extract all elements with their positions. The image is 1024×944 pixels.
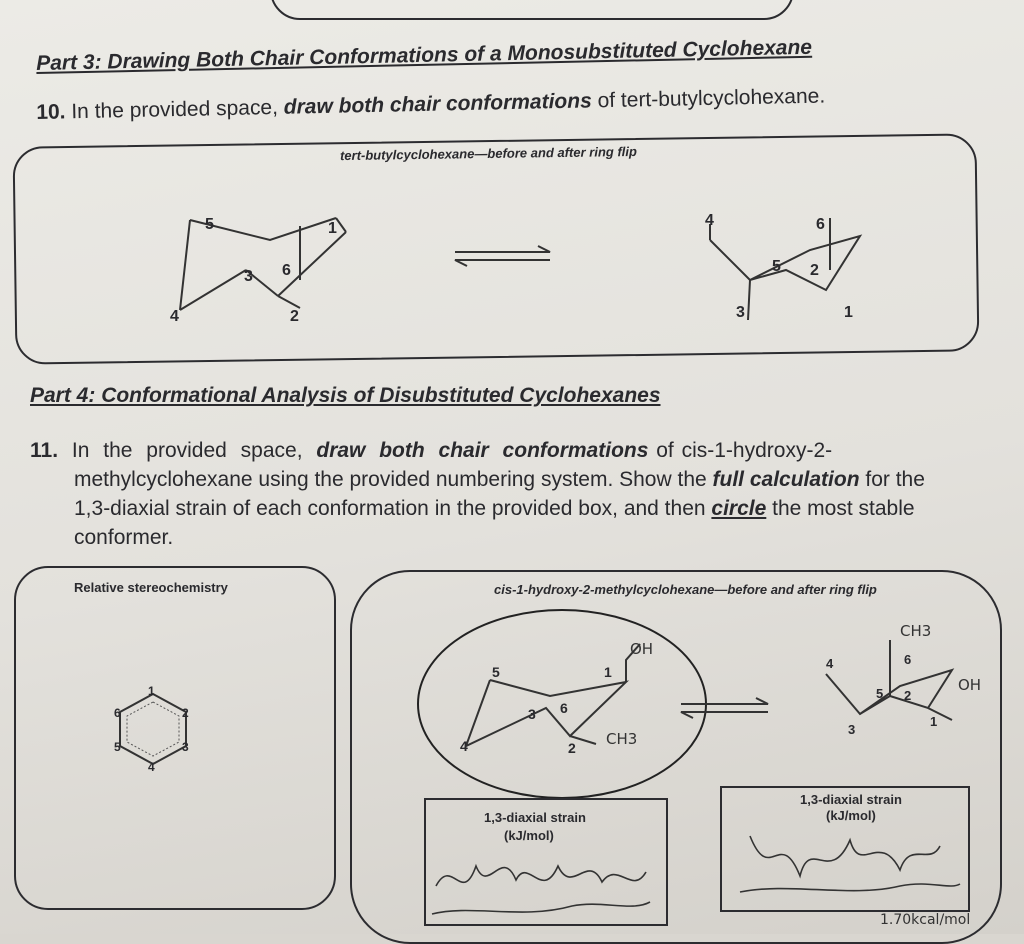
chairB-label-5: 5 (876, 686, 884, 701)
question-10-text-pre: In the provided space, (71, 95, 285, 124)
answer-box-q10-title: tert-butylcyclohexane—before and after ring flip (339, 143, 637, 164)
chair2-label-1: 1 (844, 304, 853, 321)
question-10-text-bold: draw both chair conformations (283, 89, 592, 119)
hex-label-2: 2 (182, 706, 189, 720)
question-11-line1-a: In the provided space, (71, 439, 317, 462)
previous-answer-box (270, 0, 794, 20)
chairB-label-6: 6 (904, 652, 912, 667)
answer-box-q11-title: cis-1-hydroxy-2-methylcyclohexane—before and after ring flip (494, 582, 877, 597)
question-11-number: 11. (30, 439, 59, 462)
strain-box-1-scribble (432, 846, 652, 916)
chairB-label-4: 4 (826, 656, 834, 671)
chair1-label-1: 1 (328, 220, 337, 237)
hex-label-4: 4 (148, 760, 155, 774)
chair2-label-5: 5 (772, 258, 781, 275)
chair2-label-4: 4 (705, 212, 714, 229)
chairA-label-4: 4 (460, 738, 468, 754)
question-11-line2-c: for the (859, 468, 925, 491)
chairB-label-2: 2 (904, 688, 912, 703)
chairB-sub-oh: OH (958, 676, 982, 694)
question-11-line4: conformer. (74, 526, 174, 549)
question-11-line1-c: of cis-1-hydroxy-2- (648, 439, 833, 462)
chairA-label-5: 5 (492, 664, 500, 680)
strain-box-1-label-line1: 1,3-diaxial strain (484, 810, 586, 825)
chairB-sub-ch3: CH3 (900, 622, 932, 640)
chair1-label-2: 2 (290, 308, 299, 325)
chairA-label-3: 3 (528, 706, 536, 722)
chair1-label-3: 3 (244, 268, 253, 285)
chair1-label-4: 4 (170, 308, 179, 325)
chair1-label-5: 5 (205, 216, 214, 233)
chair1-label-6: 6 (282, 262, 291, 279)
chairB-label-1: 1 (930, 714, 938, 729)
question-11 (30, 436, 990, 552)
hex-label-5: 5 (114, 740, 121, 754)
chairA-sub-ch3: CH3 (606, 730, 638, 748)
question-10-text-post: of tert-butylcyclohexane. (591, 84, 826, 113)
chair2-label-2: 2 (810, 262, 819, 279)
handwritten-energy-note: 1.70kcal/mol (880, 912, 971, 928)
question-11-line2-b: full calculation (712, 468, 860, 491)
part4-heading: Part 4: Conformational Analysis of Disubstituted Cyclohexanes (30, 384, 661, 407)
chair2-label-3: 3 (736, 304, 745, 321)
equilibrium-arrows-q10 (450, 246, 560, 266)
hex-label-3: 3 (182, 740, 189, 754)
question-11-line3-a: 1,3-diaxial strain of each conformation in the provided box, and then (74, 497, 712, 520)
chairB-label-3: 3 (848, 722, 856, 737)
part3-heading: Part 3: Drawing Both Chair Conformations of a Monosubstituted Cyclohexane (36, 35, 813, 75)
chairA-sub-oh: OH (630, 640, 654, 658)
chairA-label-6: 6 (560, 700, 568, 716)
chair-drawing-tbutyl-1 (150, 210, 390, 330)
strain-box-2-label-line2: (kJ/mol) (826, 808, 876, 823)
chair2-label-6: 6 (816, 216, 825, 233)
relative-stereochemistry-title: Relative stereochemistry (74, 580, 228, 595)
question-11-line3-b: circle (711, 497, 767, 520)
chairA-label-1: 1 (604, 664, 612, 680)
question-11-line2-a: methylcyclohexane using the provided numbering system. Show the (74, 468, 713, 491)
question-11-line3-c: the most stable (766, 497, 915, 520)
hex-label-6: 6 (114, 706, 121, 720)
hex-label-1: 1 (148, 684, 155, 698)
strain-box-2-scribble (740, 826, 960, 906)
chair-drawing-b (820, 640, 970, 740)
chairA-label-2: 2 (568, 740, 576, 756)
strain-box-1-label-line2: (kJ/mol) (504, 828, 554, 843)
question-11-line1-b: draw both chair conformations (316, 439, 649, 462)
strain-box-2-label-line1: 1,3-diaxial strain (800, 792, 902, 807)
question-10-number: 10. (36, 100, 66, 124)
equilibrium-arrows-q11 (676, 698, 776, 718)
